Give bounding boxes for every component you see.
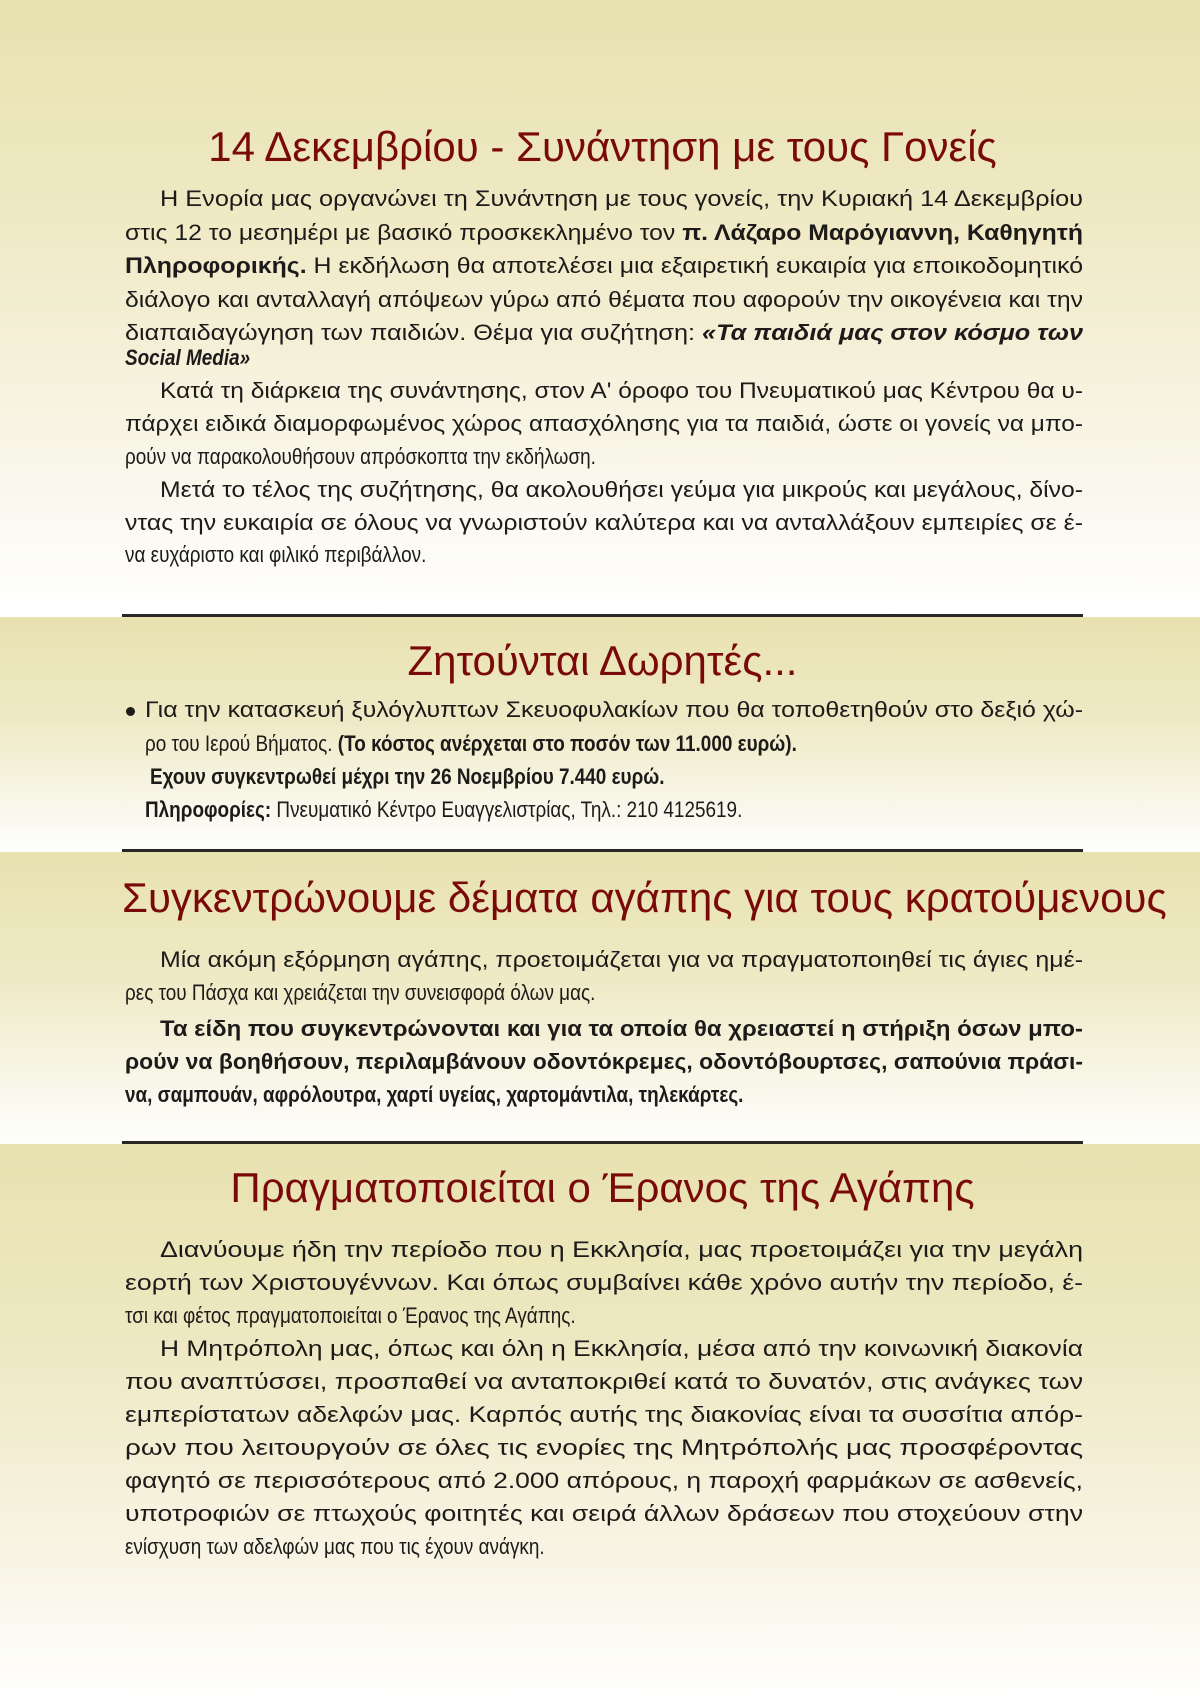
text-run: Μετά το τέλος της συζήτησης, θα ακολουθήσει γεύμα για μικρούς και μεγάλους, δίνο- (160, 477, 1084, 502)
text-line (125, 1400, 1083, 1430)
text-run: να ευχάριστο και φιλικό περιβάλλον. (125, 542, 427, 567)
text-line (160, 1334, 1083, 1364)
text-run: ρες του Πάσχα και χρειάζεται την συνεισφορά όλων μας. (125, 980, 596, 1005)
text-run: διαπαιδαγώγηση των παιδιών. Θέμα για συζήτηση: (125, 320, 703, 345)
text-run: εορτή των Χριστουγέννων. Και όπως συμβαίνει κάθε χρόνο αυτήν την περίοδο, έ- (125, 1270, 1084, 1295)
section-donors-wanted (0, 617, 1200, 852)
text-line (125, 1047, 1083, 1077)
text-line (125, 1367, 1083, 1397)
text-run: ενίσχυση των αδελφών μας που τις έχουν ανάγκη. (125, 1534, 545, 1559)
text-line (145, 695, 1083, 725)
text-line (125, 218, 1083, 248)
emphasized-text: Εχουν συγκεντρωθεί μέχρι την 26 Νοεμβρίου 7.440 ευρώ. (150, 764, 665, 789)
section-charity-collection (0, 1144, 1200, 1704)
text-run: υποτροφιών σε πτωχούς φοιτητές και σειρά άλλων δράσεων που στοχεύουν στην (125, 1501, 1084, 1526)
text-run: τσι και φέτος πραγματοποιείται ο Έρανος της Αγάπης. (125, 1303, 576, 1328)
text-line (150, 762, 1083, 792)
text-line (125, 285, 1083, 315)
emphasized-text: Πληροφορικής. (125, 253, 307, 278)
text-run: διάλογο και ανταλλαγή απόψεων γύρω από θέματα που αφορούν την οικογένεια και την (125, 287, 1084, 312)
emphasized-text: (Το κόστος ανέρχεται στο ποσόν των 11.000 ευρώ). (337, 731, 797, 756)
text-line (160, 184, 1083, 214)
text-run: ντας την ευκαιρία σε όλους να γνωριστούν καλύτερα και να ανταλλάξουν εμπειρίες σε έ- (125, 510, 1083, 535)
text-run: Η εκδήλωση θα αποτελέσει μια εξαιρετική ευκαιρία για εποικοδομητικό (306, 253, 1084, 278)
text-run: Η Ενορία μας οργανώνει τη Συνάντηση με τους γονείς, την Κυριακή 14 Δεκεμβρίου (160, 186, 1084, 211)
section-title: Συγκεντρώνουμε δέματα αγάπης για τους κρατούμενους (122, 874, 1167, 921)
emphasized-text: Social Media» (125, 345, 251, 370)
text-run: ρο του Ιερού Βήματος. (145, 731, 338, 756)
section-title: 14 Δεκεμβρίου - Συνάντηση με τους Γονείς (208, 123, 997, 170)
text-line (125, 409, 1083, 439)
text-run: Πνευματικό Κέντρο Ευαγγελιστρίας, Τηλ.: 210 4125619. (271, 797, 743, 822)
section-parcels-for-prisoners (0, 852, 1200, 1144)
emphasized-text: «Τα παιδιά μας στον κόσμο των (702, 320, 1084, 345)
text-run: εμπερίστατων αδελφών μας. Καρπός αυτής της διακονίας είναι τα συσσίτια απόρ- (125, 1402, 1084, 1427)
text-line (145, 795, 1083, 825)
text-run: στις 12 το μεσημέρι με βασικό προσκεκλημένο τον (125, 220, 683, 245)
text-line (125, 1268, 1083, 1298)
text-line (125, 343, 1083, 373)
emphasized-text: π. Λάζαρο Μαρόγιαννη, Καθηγητή (682, 220, 1083, 245)
text-line (160, 475, 1083, 505)
text-line (125, 1532, 1083, 1562)
text-run: Διανύουμε ήδη την περίοδο που η Εκκλησία, μας προετοιμάζει για την μεγάλη (160, 1237, 1084, 1262)
text-line (160, 1235, 1083, 1265)
text-run: πάρχει ειδικά διαμορφωμένος χώρος απασχόλησης για τα παιδιά, ώστε οι γονείς να μπο- (125, 411, 1083, 436)
text-line (125, 540, 1083, 570)
text-line (125, 508, 1083, 538)
text-line (125, 251, 1083, 281)
section-parents-meeting (0, 0, 1200, 617)
emphasized-text: ρούν να βοηθήσουν, περιλαμβάνουν οδοντόκρεμες, οδοντόβουρτσες, σαπούνια πράσι- (125, 1049, 1084, 1074)
text-line (160, 945, 1083, 975)
emphasized-text: Τα είδη που συγκεντρώνονται και για τα οποία θα χρειαστεί η στήριξη όσων μπο- (160, 1016, 1083, 1041)
emphasized-text: Πληροφορίες: (145, 797, 272, 822)
bullet-icon (126, 707, 135, 716)
text-run: φαγητό σε περισσότερους από 2.000 απόρους, η παροχή φαρμάκων σε ασθενείς, (125, 1468, 1083, 1493)
text-line (125, 1499, 1083, 1529)
text-run: Κατά τη διάρκεια της συνάντησης, στον Α' όροφο του Πνευματικού μας Κέντρου θα υ- (160, 378, 1084, 403)
text-run: ρων που λειτουργούν σε όλες τις ενορίες της Μητρόπολής μας προσφέροντας (125, 1435, 1084, 1460)
text-line (145, 729, 1083, 759)
text-line (125, 1080, 1083, 1110)
text-run: Για την κατασκευή ξυλόγλυπτων Σκευοφυλακίων που θα τοποθετηθούν στο δεξιό χώ- (145, 697, 1084, 722)
text-run: Μία ακόμη εξόρμηση αγάπης, προετοιμάζεται για να πραγματοποιηθεί τις άγιες ημέ- (160, 947, 1084, 972)
text-run: που αναπτύσσει, προσπαθεί να ανταποκριθεί κατά το δυνατόν, στις ανάγκες των (125, 1369, 1084, 1394)
text-line (125, 1301, 1083, 1331)
text-line (160, 1014, 1083, 1044)
section-title: Πραγματοποιείται ο Έρανος της Αγάπης (230, 1164, 975, 1211)
text-line (125, 978, 1083, 1008)
text-run: ρούν να παρακολουθήσουν απρόσκοπτα την εκδήλωση. (125, 444, 596, 469)
section-title: Ζητούνται Δωρητές... (407, 637, 798, 684)
text-line (125, 1466, 1083, 1496)
emphasized-text: να, σαμπουάν, αφρόλουτρα, χαρτί υγείας, χαρτομάντιλα, τηλεκάρτες. (125, 1082, 744, 1107)
text-run: Η Μητρόπολη μας, όπως και όλη η Εκκλησία, μέσα από την κοινωνική διακονία (160, 1336, 1083, 1361)
text-line (125, 1433, 1083, 1463)
text-line (160, 376, 1083, 406)
text-line (125, 442, 1083, 472)
